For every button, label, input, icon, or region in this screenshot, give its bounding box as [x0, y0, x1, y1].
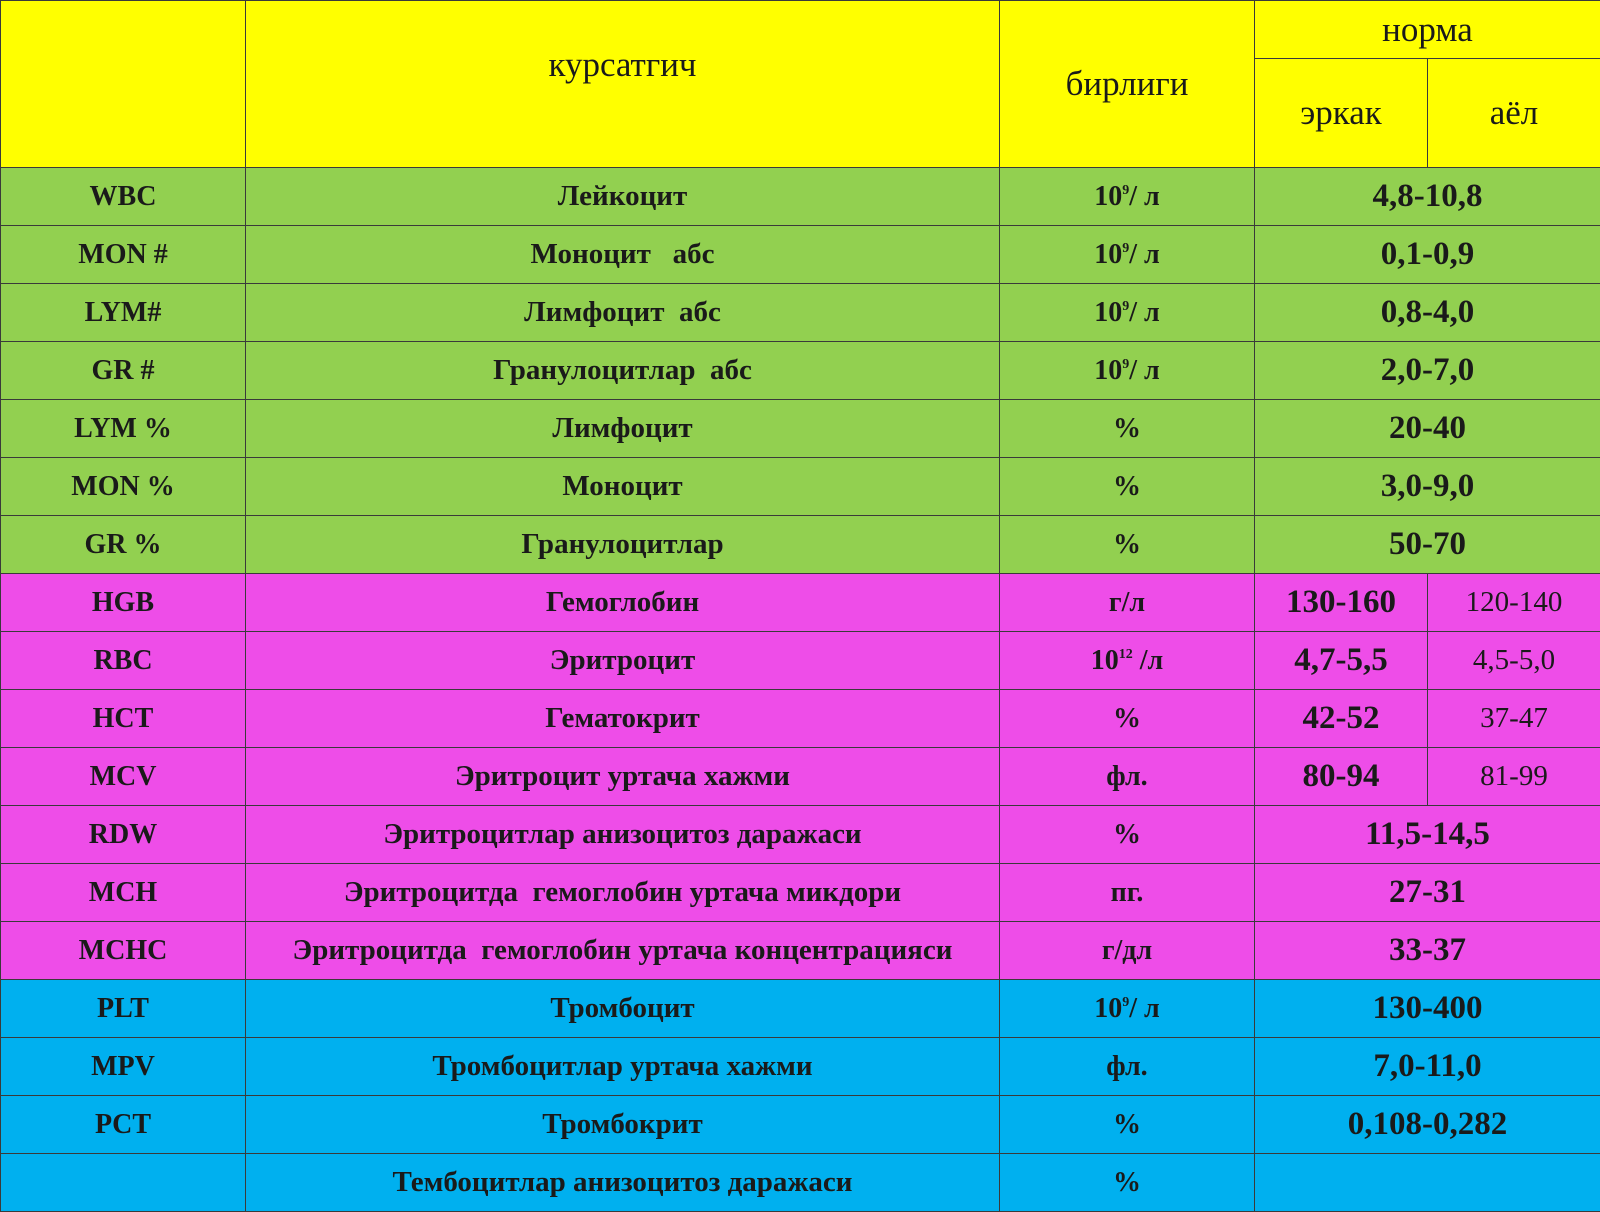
row-indicator-name: Тромбокрит	[246, 1096, 1000, 1154]
table-row	[1, 806, 1600, 864]
row-code: RDW	[1, 806, 246, 864]
row-norm-male: 130-160	[1255, 574, 1428, 632]
row-code: LYM %	[1, 400, 246, 458]
row-norm: 0,108-0,282	[1255, 1096, 1600, 1154]
row-unit: фл.	[1000, 748, 1255, 806]
row-code: GR %	[1, 516, 246, 574]
table-row	[1, 632, 1600, 690]
header-female-cell	[1428, 59, 1600, 168]
row-code: WBC	[1, 168, 246, 226]
row-unit	[1000, 284, 1255, 342]
row-norm: 20-40	[1255, 400, 1600, 458]
unit-base: 10	[1094, 355, 1122, 386]
row-code: MCV	[1, 748, 246, 806]
row-unit	[1000, 168, 1255, 226]
row-code: PLT	[1, 980, 246, 1038]
row-indicator-name: Лимфоцит абс	[246, 284, 1000, 342]
table-row	[1, 400, 1600, 458]
unit-exponent: 9	[1122, 357, 1129, 372]
row-code: RBC	[1, 632, 246, 690]
unit-exponent: 9	[1122, 241, 1129, 256]
row-indicator-name: Эритроцит	[246, 632, 1000, 690]
row-norm: 7,0-11,0	[1255, 1038, 1600, 1096]
row-unit: %	[1000, 400, 1255, 458]
row-norm-male: 80-94	[1255, 748, 1428, 806]
row-norm: 4,8-10,8	[1255, 168, 1600, 226]
row-indicator-name: Моноцит	[246, 458, 1000, 516]
row-norm-female: 37-47	[1428, 690, 1600, 748]
table-row	[1, 748, 1600, 806]
row-norm: 2,0-7,0	[1255, 342, 1600, 400]
header-norm-label: норма	[1382, 10, 1473, 49]
row-code: MCHC	[1, 922, 246, 980]
header-unit-cell	[1000, 1, 1255, 168]
table-row	[1, 516, 1600, 574]
table-row	[1, 284, 1600, 342]
unit-tail: / л	[1129, 181, 1160, 212]
row-indicator-name: Тромбоцитлар уртача хажми	[246, 1038, 1000, 1096]
unit-base: 10	[1094, 993, 1122, 1024]
row-norm-female: 4,5-5,0	[1428, 632, 1600, 690]
table-row	[1, 226, 1600, 284]
unit-tail: /л	[1133, 645, 1164, 676]
table-row	[1, 1096, 1600, 1154]
unit-tail: / л	[1129, 239, 1160, 270]
row-norm: 33-37	[1255, 922, 1600, 980]
row-unit	[1000, 632, 1255, 690]
row-norm-male: 42-52	[1255, 690, 1428, 748]
header-indicator-label: курсатгич	[548, 45, 696, 84]
table-row	[1, 864, 1600, 922]
header-unit-label: бирлиги	[1066, 64, 1189, 103]
row-norm: 0,1-0,9	[1255, 226, 1600, 284]
row-indicator-name: Эритроцитлар анизоцитоз даражаси	[246, 806, 1000, 864]
row-unit	[1000, 226, 1255, 284]
row-unit: %	[1000, 1154, 1255, 1212]
row-indicator-name: Тромбоцит	[246, 980, 1000, 1038]
unit-base: 10	[1094, 239, 1122, 270]
table-row	[1, 458, 1600, 516]
row-unit: %	[1000, 458, 1255, 516]
row-code: LYM#	[1, 284, 246, 342]
row-code: PCT	[1, 1096, 246, 1154]
row-norm: 130-400	[1255, 980, 1600, 1038]
row-unit: %	[1000, 1096, 1255, 1154]
row-unit: фл.	[1000, 1038, 1255, 1096]
unit-tail: / л	[1129, 297, 1160, 328]
table-row	[1, 980, 1600, 1038]
unit-tail: / л	[1129, 355, 1160, 386]
row-norm: 50-70	[1255, 516, 1600, 574]
row-indicator-name: Гранулоцитлар абс	[246, 342, 1000, 400]
row-unit: %	[1000, 690, 1255, 748]
unit-tail: / л	[1129, 993, 1160, 1024]
row-code: HCT	[1, 690, 246, 748]
row-code: MON %	[1, 458, 246, 516]
unit-exponent: 9	[1122, 995, 1129, 1010]
row-indicator-name: Эритроцитда гемоглобин уртача концентрацияси	[246, 922, 1000, 980]
header-male-cell	[1255, 59, 1428, 168]
row-norm: 11,5-14,5	[1255, 806, 1600, 864]
row-indicator-name: Гранулоцитлар	[246, 516, 1000, 574]
row-code: MCH	[1, 864, 246, 922]
table-row	[1, 1154, 1600, 1212]
header-male-label: эркак	[1300, 93, 1382, 132]
header-code-cell	[1, 1, 246, 168]
row-norm-female: 120-140	[1428, 574, 1600, 632]
row-norm: 0,8-4,0	[1255, 284, 1600, 342]
row-norm: 27-31	[1255, 864, 1600, 922]
row-norm: 3,0-9,0	[1255, 458, 1600, 516]
table-row	[1, 1038, 1600, 1096]
table-row	[1, 574, 1600, 632]
row-indicator-name: Тембоцитлар анизоцитоз даражаси	[246, 1154, 1000, 1212]
row-unit	[1000, 342, 1255, 400]
row-indicator-name: Гематокрит	[246, 690, 1000, 748]
row-unit: г/л	[1000, 574, 1255, 632]
row-norm	[1255, 1154, 1600, 1212]
unit-base: 10	[1094, 297, 1122, 328]
row-indicator-name: Гемоглобин	[246, 574, 1000, 632]
unit-exponent: 12	[1119, 647, 1133, 662]
row-norm-male: 4,7-5,5	[1255, 632, 1428, 690]
row-unit: пг.	[1000, 864, 1255, 922]
row-unit: %	[1000, 516, 1255, 574]
row-code: MPV	[1, 1038, 246, 1096]
row-indicator-name: Моноцит абс	[246, 226, 1000, 284]
row-unit: г/дл	[1000, 922, 1255, 980]
row-norm-female: 81-99	[1428, 748, 1600, 806]
row-indicator-name: Лимфоцит	[246, 400, 1000, 458]
header-indicator-cell	[246, 1, 1000, 168]
row-unit	[1000, 980, 1255, 1038]
unit-exponent: 9	[1122, 299, 1129, 314]
unit-base: 10	[1091, 645, 1119, 676]
row-indicator-name: Эритроцит уртача хажми	[246, 748, 1000, 806]
row-unit: %	[1000, 806, 1255, 864]
row-indicator-name: Лейкоцит	[246, 168, 1000, 226]
header-row-top	[1, 1, 1600, 59]
table-row	[1, 690, 1600, 748]
row-indicator-name: Эритроцитда гемоглобин уртача микдори	[246, 864, 1000, 922]
unit-exponent: 9	[1122, 183, 1129, 198]
row-code: HGB	[1, 574, 246, 632]
table-row	[1, 922, 1600, 980]
header-norm-cell	[1255, 1, 1600, 59]
table-row	[1, 168, 1600, 226]
row-code: MON #	[1, 226, 246, 284]
row-code: GR #	[1, 342, 246, 400]
unit-base: 10	[1094, 181, 1122, 212]
header-female-label: аёл	[1490, 93, 1539, 132]
row-code	[1, 1154, 246, 1212]
table-row	[1, 342, 1600, 400]
